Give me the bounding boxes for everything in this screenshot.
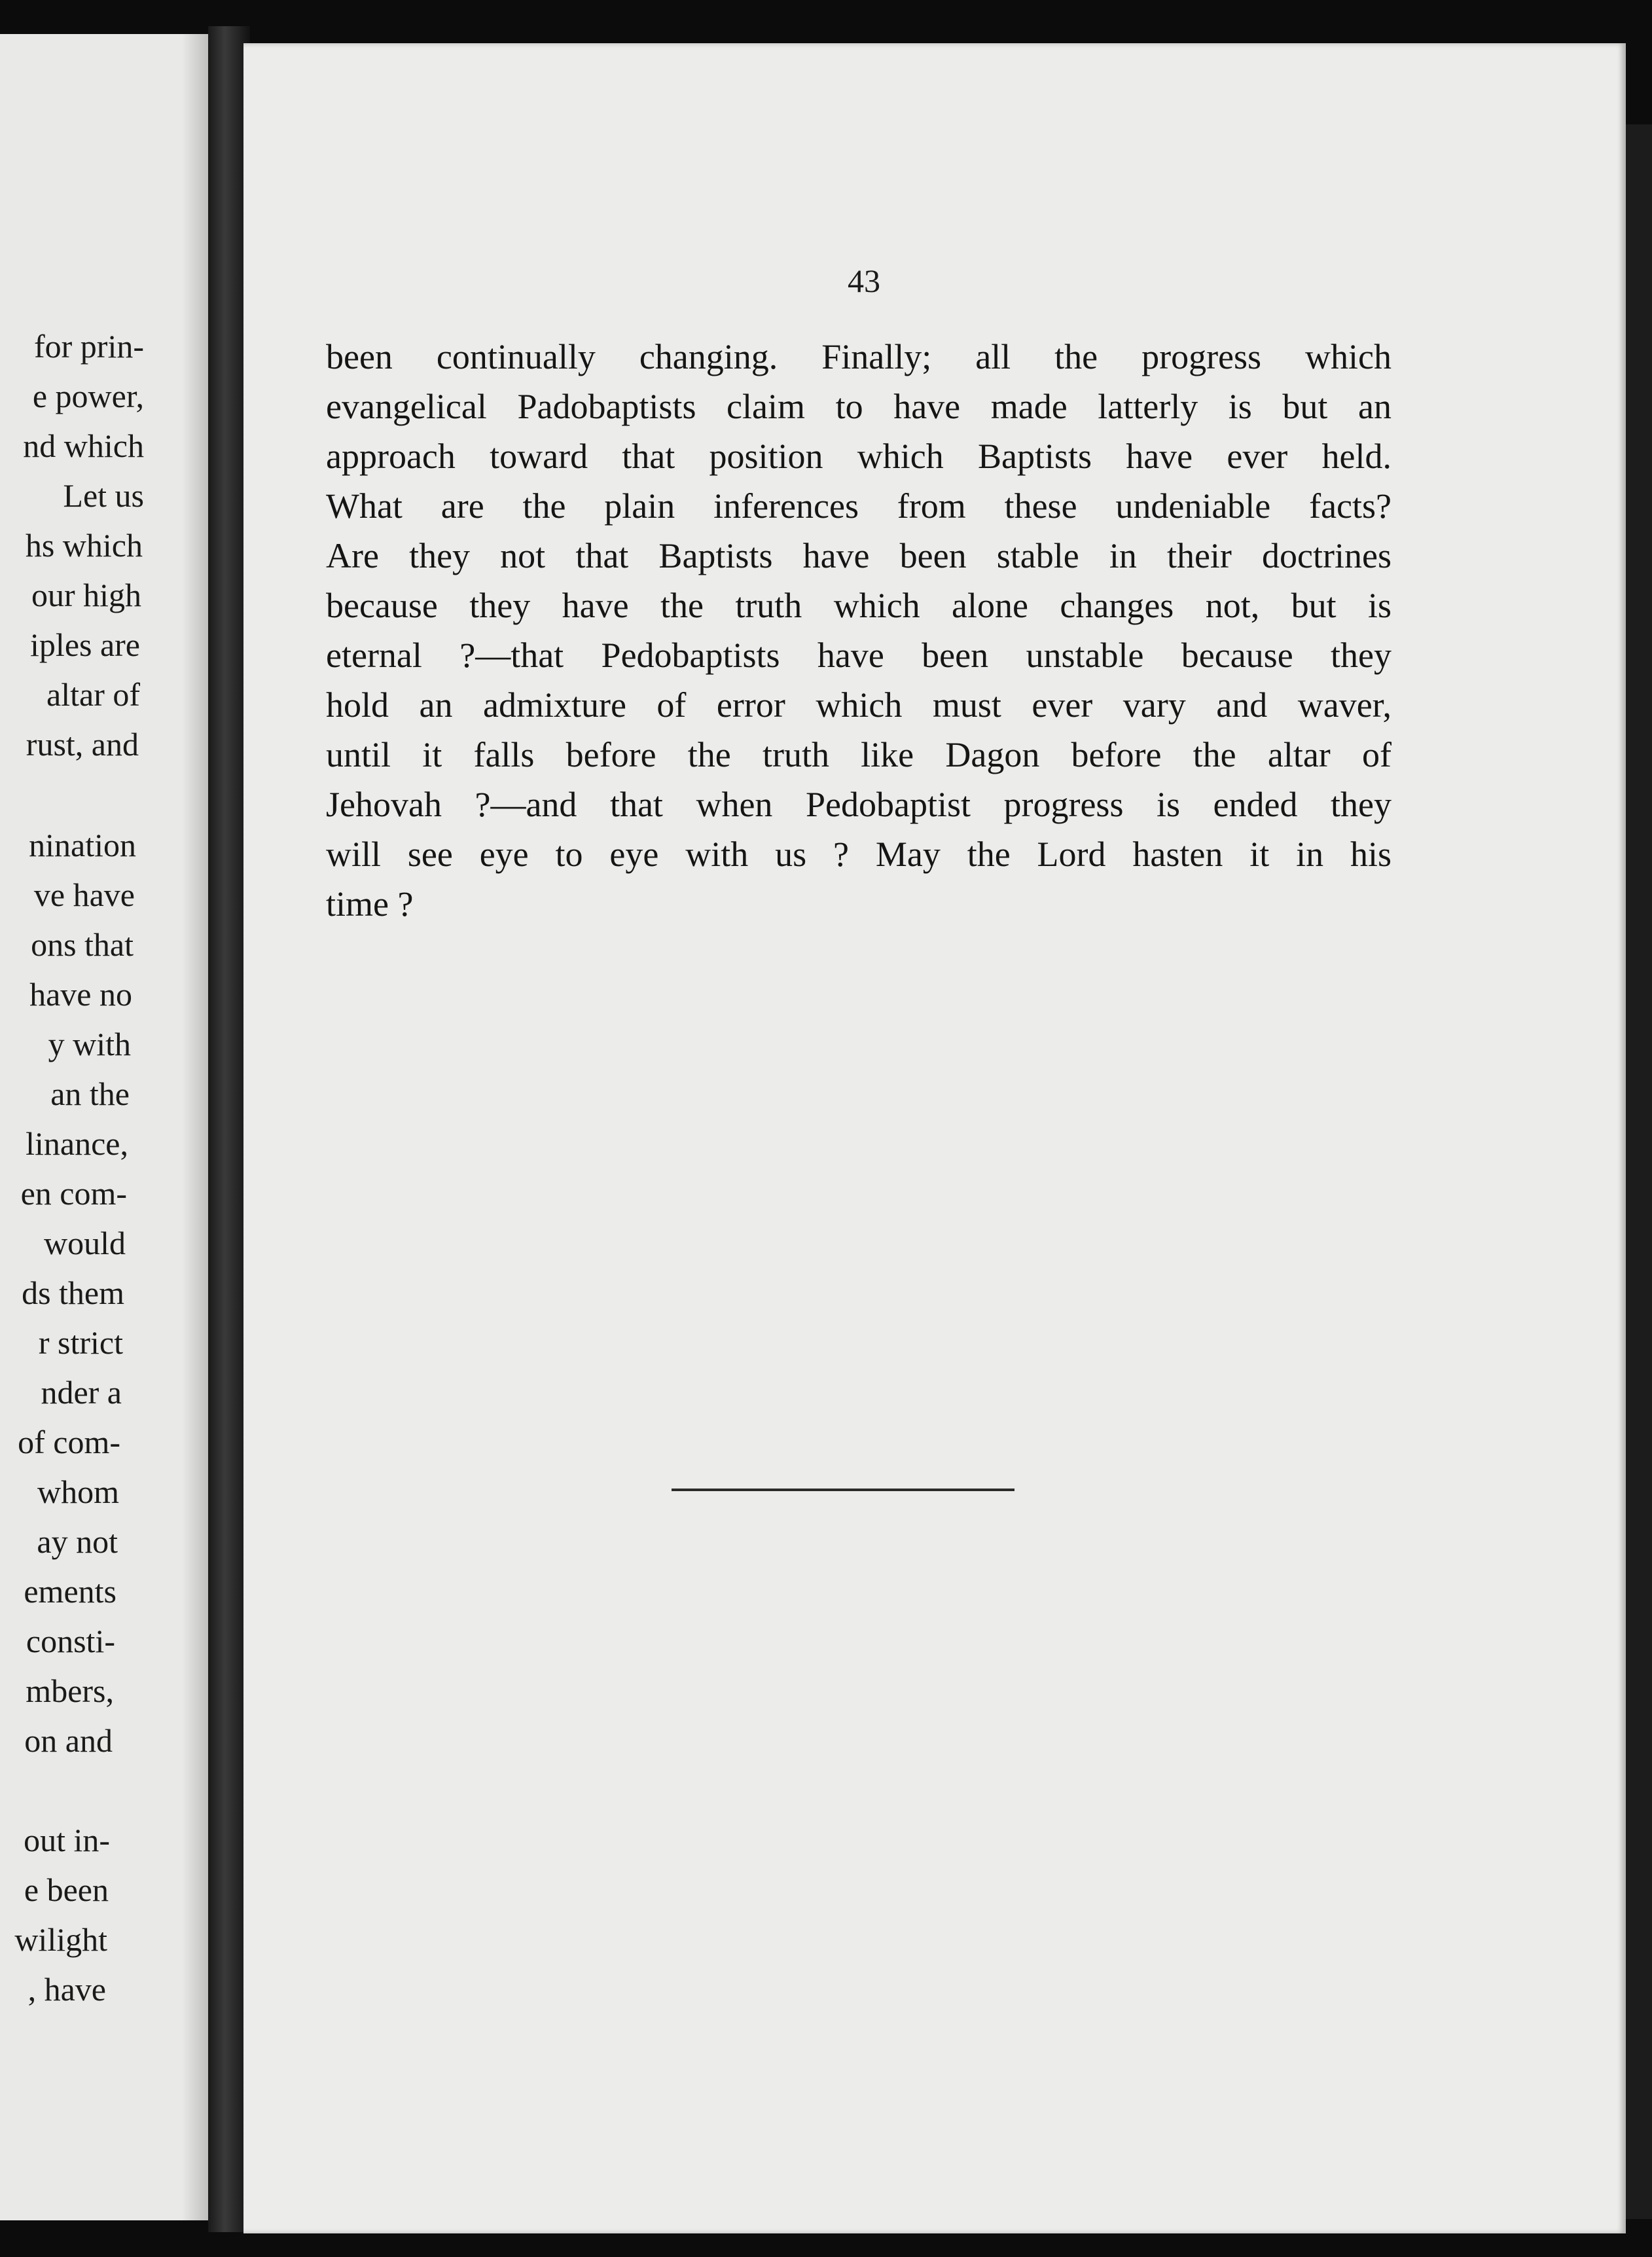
body-text-line: because they have the truth which alone changes not, but is <box>326 586 1392 625</box>
body-text-line: What are the plain inferences from these undeniable facts? <box>326 486 1392 526</box>
left-page-line: wilight <box>14 1921 107 1958</box>
left-page-line: linance, <box>26 1125 128 1162</box>
body-text-line: Are they not that Baptists have been stable in their doctrines <box>326 536 1392 575</box>
body-text-line: been continually changing. Finally; all the progress which <box>326 337 1392 376</box>
section-rule <box>672 1489 1015 1491</box>
left-page-line: ve have <box>33 876 135 913</box>
left-page-line: out in- <box>24 1822 110 1858</box>
left-page-line: ements <box>24 1573 117 1610</box>
left-page-line: would <box>44 1225 126 1261</box>
page-number: 43 <box>848 262 880 299</box>
body-text-line: approach toward that position which Baptists have ever held. <box>326 437 1392 476</box>
left-page-line: nination <box>29 827 136 863</box>
body-text-line: until it falls before the truth like Dagon before the altar of <box>326 735 1392 774</box>
left-page-line: hs which <box>25 527 143 564</box>
left-page-line: on and <box>24 1722 113 1759</box>
left-page-line: iples are <box>30 626 140 663</box>
left-page-line: , have <box>27 1971 106 2008</box>
left-page-line: ds them <box>22 1274 124 1311</box>
left-page-line: e power, <box>32 378 144 414</box>
body-text-line: hold an admixture of error which must ever vary and waver, <box>326 685 1392 725</box>
left-page-line: consti- <box>26 1623 115 1659</box>
left-page-line: e been <box>24 1871 109 1908</box>
left-facing-page <box>0 34 208 2220</box>
body-text-line: eternal ?—that Pedobaptists have been unstable because they <box>326 636 1392 675</box>
body-text-line: Jehovah ?—and that when Pedobaptist progress is ended they <box>326 785 1392 824</box>
left-page-line: mbers, <box>26 1672 114 1709</box>
page-edge <box>1626 124 1652 2219</box>
left-page-line: whom <box>37 1473 119 1510</box>
left-page-line: our high <box>31 577 141 613</box>
left-page-line: have no <box>29 976 132 1013</box>
left-page-line: y with <box>48 1026 131 1062</box>
left-page-line: of com- <box>18 1424 120 1460</box>
left-page-line: Let us <box>63 477 144 514</box>
body-text-line: time ? <box>326 884 414 924</box>
left-page-line: ay not <box>37 1523 118 1560</box>
page-shadow <box>182 34 208 2220</box>
left-page-line: altar of <box>46 676 140 713</box>
body-text-line: evangelical Padobaptists claim to have made latterly is but an <box>326 387 1392 426</box>
left-page-line: nd which <box>23 427 144 464</box>
left-page-line: for prin- <box>34 328 144 365</box>
left-page-line: en com- <box>20 1175 127 1212</box>
left-page-line: an the <box>50 1075 130 1112</box>
left-page-line: r strict <box>38 1324 123 1361</box>
body-text-line: will see eye to eye with us ? May the Lord hasten it in his <box>326 835 1392 874</box>
left-page-line: rust, and <box>26 726 139 763</box>
left-page-line: ons that <box>31 926 134 963</box>
left-page-line: nder a <box>41 1374 122 1411</box>
